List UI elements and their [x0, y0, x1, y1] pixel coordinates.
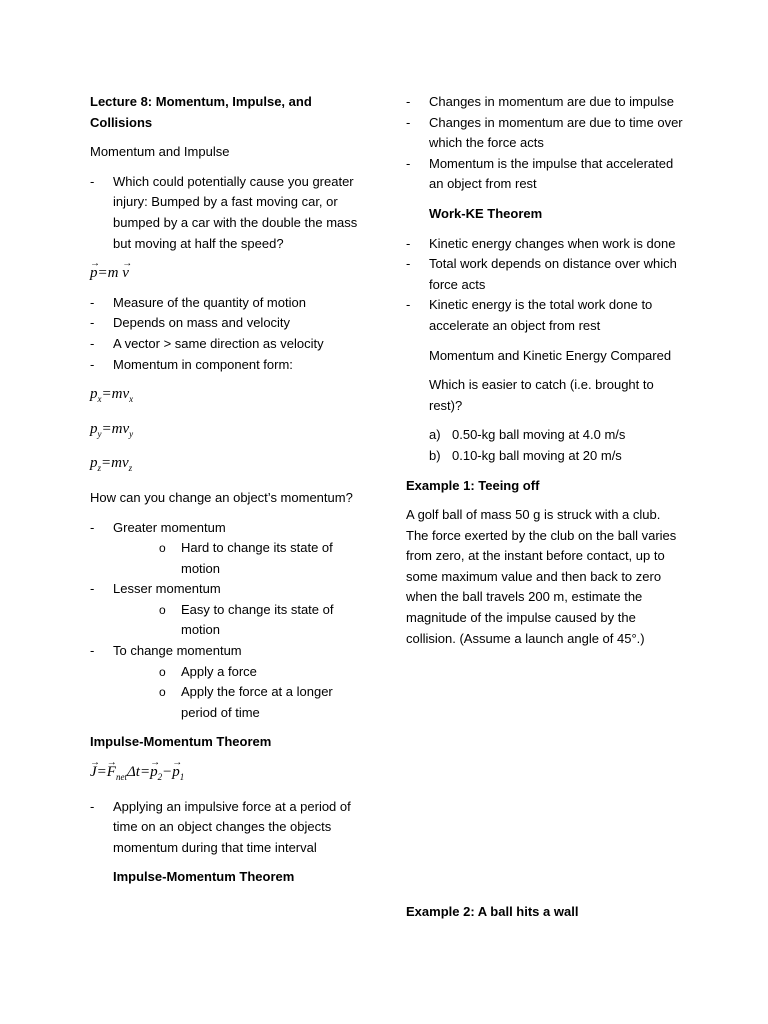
p-symbol: p	[90, 386, 98, 403]
final-momentum-vector: p →	[150, 762, 158, 783]
subscript: y	[97, 428, 102, 439]
catch-question: Which is easier to catch (i.e. brought to rest)?	[429, 377, 654, 413]
equals-sign: =	[96, 764, 107, 781]
force-vector: F →	[107, 762, 116, 783]
equals-sign: =	[101, 455, 112, 472]
example-2-heading: Example 2: A ball hits a wall	[406, 904, 579, 919]
bullet-depends: - Depends on mass and velocity	[90, 313, 368, 334]
option-text: 0.10-kg ball moving at 20 m/s	[452, 447, 622, 463]
bullet-to-change-momentum: - To change momentum	[90, 641, 368, 662]
momentum-vector: p →	[90, 263, 98, 284]
net-subscript: net	[115, 772, 127, 783]
subscript: z	[97, 463, 102, 474]
bullet-lesser-momentum: - Lesser momentum	[90, 579, 368, 600]
mass-symbol: m	[107, 265, 119, 282]
bullet-greater-momentum: - Greater momentum	[90, 518, 368, 539]
velocity-vector: v →	[122, 263, 129, 284]
delta-t: Δt	[126, 764, 140, 781]
p-symbol: p	[90, 455, 98, 472]
subscript: 2	[157, 772, 163, 783]
bullet-impulse: - Changes in momentum are due to impulse	[406, 92, 686, 113]
initial-momentum-vector: p →	[172, 762, 180, 783]
option-a	[429, 425, 686, 446]
impulse-momentum-heading-2: Impulse-Momentum Theorem	[113, 869, 295, 885]
sub-bullet-apply-longer: o Apply the force at a longer period of time	[90, 682, 368, 723]
bullet-ke-changes: - Kinetic energy changes when work is done	[406, 234, 686, 255]
bullet-time: - Changes in momentum are due to time over which the force acts	[406, 113, 686, 154]
right-column	[406, 92, 686, 919]
bullet-vector: - A vector > same direction as velocity	[90, 334, 368, 355]
example-1-heading: Example 1: Teeing off	[406, 477, 540, 493]
bullet-total-work: - Total work depends on distance over which force acts	[406, 254, 686, 295]
bullet-measure: - Measure of the quantity of motion	[90, 293, 368, 314]
sub-bullet-easy-to-change: o Easy to change its state of motion	[90, 600, 368, 641]
subscript: x	[129, 394, 134, 405]
option-text: 0.50-kg ball moving at 4.0 m/s	[452, 427, 626, 443]
p-symbol: p	[90, 420, 98, 437]
bullet-from-rest: - Momentum is the impulse that accelerated an object from rest	[406, 154, 686, 195]
subscript: 1	[179, 772, 185, 783]
option-b	[429, 446, 686, 467]
change-momentum-question: How can you change an object’s momentum?	[90, 489, 353, 505]
equals-sign: =	[97, 265, 108, 282]
bullet-ke-total-work: - Kinetic energy is the total work done to accelerate an object from rest	[406, 295, 686, 336]
left-column	[90, 92, 368, 888]
bullet-component-form: - Momentum in component form:	[90, 355, 368, 376]
injury-question: - Which could potentially cause you greater injury: Bumped by a fast moving car, or bumped by a car with the double the mass but moving at half the speed?	[90, 172, 368, 254]
subscript: z	[128, 463, 133, 474]
work-ke-heading: Work-KE Theorem	[429, 205, 543, 221]
equals-sign: =	[101, 420, 112, 437]
mv-symbol: mv	[111, 455, 129, 472]
momentum-ke-compared: Momentum and Kinetic Energy Compared	[429, 347, 672, 363]
momentum-equation	[90, 263, 368, 284]
impulse-equation	[90, 762, 368, 788]
impulse-momentum-heading: Impulse-Momentum Theorem	[90, 734, 272, 750]
mv-symbol: mv	[111, 386, 130, 403]
section-heading-momentum-impulse: Momentum and Impulse	[90, 144, 230, 160]
option-label: a)	[429, 427, 441, 443]
impulse-bullet: - Applying an impulsive force at a period of time on an object changes the objects momentum during that time interval	[90, 797, 368, 859]
mv-symbol: mv	[111, 420, 130, 437]
example-1-text: A golf ball of mass 50 g is struck with a club. The force exerted by the club on the ball varies from zero, at the instant before contact, up to some maximum value and then back to zero when the ball travels 200 m, estimate the magnitude of the impulse caused by the collision. (Assume a launch angle of 45°.)	[406, 507, 677, 646]
lecture-title: Lecture 8: Momentum, Impulse, and Collisions	[90, 94, 312, 130]
sub-bullet-hard-to-change: o Hard to change its state of motion	[90, 538, 368, 579]
subscript: x	[97, 394, 102, 405]
component-equation-y	[90, 419, 368, 445]
equals-sign: =	[139, 764, 151, 781]
option-label: b)	[429, 447, 441, 463]
equals-sign: =	[101, 386, 112, 403]
impulse-vector: J →	[90, 762, 97, 783]
component-equation-z	[90, 453, 368, 479]
component-equation-x	[90, 384, 368, 410]
minus-sign: −	[162, 764, 173, 781]
sub-bullet-apply-force: o Apply a force	[90, 662, 368, 683]
subscript: y	[129, 428, 134, 439]
